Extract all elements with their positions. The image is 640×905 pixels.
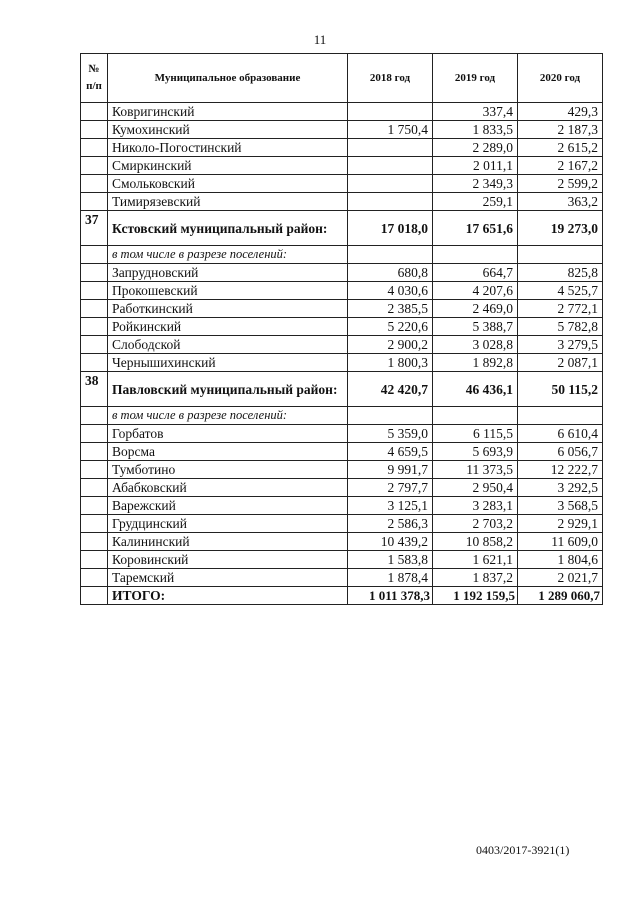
municipality-name: Слободской <box>108 336 348 354</box>
value-2019: 11 373,5 <box>433 461 518 479</box>
value-2020: 19 273,0 <box>518 211 603 246</box>
table-row <box>81 497 603 515</box>
row-number <box>81 103 108 121</box>
row-number <box>81 551 108 569</box>
table-row <box>81 515 603 533</box>
value-2018: 42 420,7 <box>348 372 433 407</box>
value-2018 <box>348 139 433 157</box>
row-number <box>81 497 108 515</box>
municipality-name: Ройкинский <box>108 318 348 336</box>
header-name: Муниципальное образование <box>108 54 348 103</box>
value-2020 <box>518 246 603 264</box>
table-row <box>81 175 603 193</box>
value-2019: 1 192 159,5 <box>433 587 518 605</box>
value-2019: 2 289,0 <box>433 139 518 157</box>
value-2019 <box>433 407 518 425</box>
table-row <box>81 193 603 211</box>
municipality-name: Кумохинский <box>108 121 348 139</box>
row-number <box>81 139 108 157</box>
value-2019: 6 115,5 <box>433 425 518 443</box>
value-2020: 2 599,2 <box>518 175 603 193</box>
table-row <box>81 318 603 336</box>
value-2018 <box>348 157 433 175</box>
table-row <box>81 443 603 461</box>
value-2020: 3 292,5 <box>518 479 603 497</box>
table-row <box>81 569 603 587</box>
value-2019: 10 858,2 <box>433 533 518 551</box>
value-2018: 2 900,2 <box>348 336 433 354</box>
value-2019: 2 011,1 <box>433 157 518 175</box>
header-2020: 2020 год <box>518 54 603 103</box>
header-2018: 2018 год <box>348 54 433 103</box>
value-2019: 3 028,8 <box>433 336 518 354</box>
subheading-row <box>81 246 603 264</box>
table-row <box>81 425 603 443</box>
district-row <box>81 372 603 407</box>
value-2020: 50 115,2 <box>518 372 603 407</box>
municipality-name: Калининский <box>108 533 348 551</box>
municipality-name: Грудцинский <box>108 515 348 533</box>
table-row <box>81 461 603 479</box>
value-2018 <box>348 193 433 211</box>
value-2020: 825,8 <box>518 264 603 282</box>
municipality-name: Ковригинский <box>108 103 348 121</box>
municipality-name: Кстовский муниципальный район: <box>108 211 348 246</box>
value-2018: 10 439,2 <box>348 533 433 551</box>
row-number <box>81 461 108 479</box>
table-row <box>81 139 603 157</box>
row-number <box>81 175 108 193</box>
municipality-name: Тумботино <box>108 461 348 479</box>
row-number <box>81 282 108 300</box>
row-number <box>81 515 108 533</box>
value-2018: 3 125,1 <box>348 497 433 515</box>
value-2020: 2 087,1 <box>518 354 603 372</box>
municipality-name: Смиркинский <box>108 157 348 175</box>
total-row <box>81 587 603 605</box>
row-number <box>81 407 108 425</box>
value-2018: 4 659,5 <box>348 443 433 461</box>
table-row <box>81 479 603 497</box>
table-row <box>81 551 603 569</box>
value-2019: 3 283,1 <box>433 497 518 515</box>
row-number <box>81 533 108 551</box>
value-2019: 5 693,9 <box>433 443 518 461</box>
value-2018: 17 018,0 <box>348 211 433 246</box>
value-2020: 2 021,7 <box>518 569 603 587</box>
value-2018: 4 030,6 <box>348 282 433 300</box>
table-row <box>81 264 603 282</box>
row-number <box>81 354 108 372</box>
row-number <box>81 587 108 605</box>
value-2018 <box>348 246 433 264</box>
municipality-name: Запрудновский <box>108 264 348 282</box>
value-2018: 1 878,4 <box>348 569 433 587</box>
value-2020: 11 609,0 <box>518 533 603 551</box>
value-2020: 1 804,6 <box>518 551 603 569</box>
value-2020: 3 279,5 <box>518 336 603 354</box>
value-2019: 2 703,2 <box>433 515 518 533</box>
table-row <box>81 533 603 551</box>
table-row <box>81 121 603 139</box>
subheading-row <box>81 407 603 425</box>
value-2019: 259,1 <box>433 193 518 211</box>
table-row <box>81 354 603 372</box>
value-2020: 3 568,5 <box>518 497 603 515</box>
table-row <box>81 282 603 300</box>
value-2018 <box>348 103 433 121</box>
municipality-name: Горбатов <box>108 425 348 443</box>
municipality-name: Николо-Погостинский <box>108 139 348 157</box>
row-number <box>81 300 108 318</box>
value-2018 <box>348 175 433 193</box>
row-number <box>81 479 108 497</box>
value-2020: 2 772,1 <box>518 300 603 318</box>
value-2020: 429,3 <box>518 103 603 121</box>
value-2018: 9 991,7 <box>348 461 433 479</box>
municipality-name: Коровинский <box>108 551 348 569</box>
document-code: 0403/2017-3921(1) <box>476 843 570 857</box>
municipality-name: Чернышихинский <box>108 354 348 372</box>
row-number <box>81 425 108 443</box>
page-number: 11 <box>313 32 327 47</box>
municipality-name: Абабковский <box>108 479 348 497</box>
value-2018: 5 220,6 <box>348 318 433 336</box>
value-2020 <box>518 407 603 425</box>
value-2019 <box>433 246 518 264</box>
municipality-name: Павловский муниципальный район: <box>108 372 348 407</box>
table-row <box>81 336 603 354</box>
value-2018: 1 800,3 <box>348 354 433 372</box>
municipality-name: Прокошевский <box>108 282 348 300</box>
municipality-name: Смольковский <box>108 175 348 193</box>
header-num: № п/п <box>81 54 108 103</box>
row-number <box>81 569 108 587</box>
value-2020: 2 929,1 <box>518 515 603 533</box>
value-2019: 2 950,4 <box>433 479 518 497</box>
value-2020: 363,2 <box>518 193 603 211</box>
municipality-name: в том числе в разрезе поселений: <box>108 407 348 425</box>
value-2019: 2 349,3 <box>433 175 518 193</box>
value-2018: 1 583,8 <box>348 551 433 569</box>
value-2019: 46 436,1 <box>433 372 518 407</box>
value-2018: 2 797,7 <box>348 479 433 497</box>
row-number <box>81 246 108 264</box>
value-2018: 2 385,5 <box>348 300 433 318</box>
value-2018: 2 586,3 <box>348 515 433 533</box>
value-2020: 6 056,7 <box>518 443 603 461</box>
row-number <box>81 443 108 461</box>
row-number <box>81 318 108 336</box>
municipality-name: Работкинский <box>108 300 348 318</box>
value-2018 <box>348 407 433 425</box>
value-2020: 1 289 060,7 <box>518 587 603 605</box>
row-number <box>81 157 108 175</box>
value-2020: 12 222,7 <box>518 461 603 479</box>
municipality-name: в том числе в разрезе поселений: <box>108 246 348 264</box>
table-body <box>81 103 603 605</box>
value-2020: 2 187,3 <box>518 121 603 139</box>
municipality-name: Тимирязевский <box>108 193 348 211</box>
value-2019: 337,4 <box>433 103 518 121</box>
value-2018: 1 011 378,3 <box>348 587 433 605</box>
value-2019: 664,7 <box>433 264 518 282</box>
value-2020: 4 525,7 <box>518 282 603 300</box>
value-2020: 5 782,8 <box>518 318 603 336</box>
municipality-name: Таремский <box>108 569 348 587</box>
budget-table <box>80 53 603 605</box>
value-2019: 1 621,1 <box>433 551 518 569</box>
value-2020: 2 167,2 <box>518 157 603 175</box>
value-2020: 2 615,2 <box>518 139 603 157</box>
row-number <box>81 336 108 354</box>
value-2019: 4 207,6 <box>433 282 518 300</box>
value-2018: 680,8 <box>348 264 433 282</box>
row-number: 38 <box>81 372 108 407</box>
value-2019: 17 651,6 <box>433 211 518 246</box>
value-2020: 6 610,4 <box>518 425 603 443</box>
municipality-name: Ворсма <box>108 443 348 461</box>
value-2018: 5 359,0 <box>348 425 433 443</box>
table-row <box>81 157 603 175</box>
row-number <box>81 264 108 282</box>
value-2019: 1 837,2 <box>433 569 518 587</box>
header-2019: 2019 год <box>433 54 518 103</box>
district-row <box>81 211 603 246</box>
row-number: 37 <box>81 211 108 246</box>
table-header-row <box>81 54 603 103</box>
table-row <box>81 300 603 318</box>
value-2019: 1 833,5 <box>433 121 518 139</box>
row-number <box>81 193 108 211</box>
value-2019: 1 892,8 <box>433 354 518 372</box>
value-2019: 5 388,7 <box>433 318 518 336</box>
value-2018: 1 750,4 <box>348 121 433 139</box>
row-number <box>81 121 108 139</box>
table-row <box>81 103 603 121</box>
municipality-name: Варежский <box>108 497 348 515</box>
municipality-name: ИТОГО: <box>108 587 348 605</box>
value-2019: 2 469,0 <box>433 300 518 318</box>
